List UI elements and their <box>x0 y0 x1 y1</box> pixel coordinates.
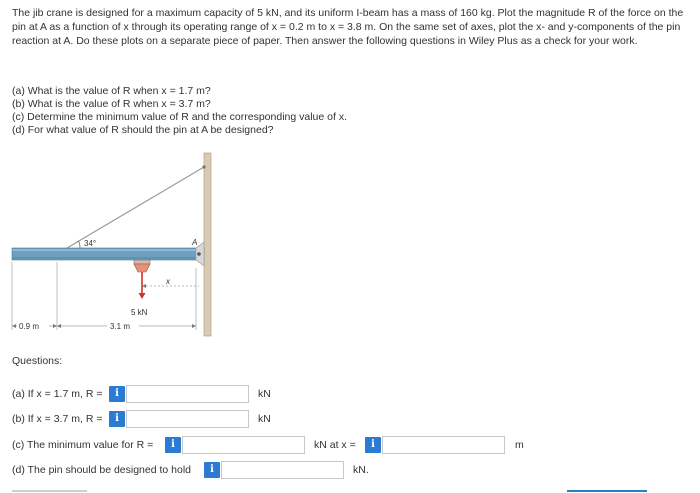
answer-c-unit: kN at x = <box>314 439 356 451</box>
bottom-right-rule <box>567 490 647 492</box>
answer-a-input[interactable] <box>126 385 249 403</box>
hook-block <box>134 264 150 272</box>
angle-label: 34° <box>84 239 97 248</box>
info-icon[interactable]: i <box>365 437 381 453</box>
trolley <box>134 260 150 264</box>
load-label: 5 kN <box>131 308 148 317</box>
wall-column <box>204 153 211 336</box>
question-b-label: (b) If x = 3.7 m, R = <box>12 413 103 425</box>
answer-c-r-input[interactable] <box>182 436 305 454</box>
part-d: (d) For what value of R should the pin at A be designed? <box>12 124 274 136</box>
question-d-label: (d) The pin should be designed to hold <box>12 464 192 476</box>
part-b: (b) What is the value of R when x = 3.7 m? <box>12 98 211 110</box>
answer-d-unit: kN. <box>353 464 369 476</box>
info-icon[interactable]: i <box>109 386 125 402</box>
dim-left-label: 0.9 m <box>19 322 40 331</box>
tie-pin <box>202 165 205 168</box>
bottom-left-rule <box>12 490 87 492</box>
answer-b-input[interactable] <box>126 410 249 428</box>
info-icon[interactable]: i <box>109 411 125 427</box>
answer-d-input[interactable] <box>221 461 344 479</box>
jib-crane-figure <box>0 148 230 343</box>
question-a-label: (a) If x = 1.7 m, R = <box>12 388 103 400</box>
part-a: (a) What is the value of R when x = 1.7 m? <box>12 85 211 97</box>
answer-a-unit: kN <box>258 388 271 400</box>
part-c: (c) Determine the minimum value of R and the corresponding value of x. <box>12 111 347 123</box>
answer-b-unit: kN <box>258 413 271 425</box>
answer-c-x-input[interactable] <box>382 436 505 454</box>
answer-c-x-unit: m <box>515 439 524 451</box>
problem-statement: The jib crane is designed for a maximum capacity of 5 kN, and its uniform I-beam has a mass of 160 kg. Plot the magnitude R of the force on the pin at A as a function of x through its operating range of x = 0.2 m to x = 3.8 m. On the same set of axes, plot the x- and y-components of the pin reaction at A. Do these plots on a separate piece of paper. Then answer the following questions in Wiley Plus as a check for your work. <box>12 7 684 47</box>
pin-a <box>197 252 201 256</box>
question-c-label: (c) The minimum value for R = <box>12 439 154 451</box>
info-icon[interactable]: i <box>165 437 181 453</box>
dim-right-label: 3.1 m <box>110 322 131 331</box>
point-a-label: A <box>192 238 198 247</box>
question-d <box>12 460 692 480</box>
x-label: x <box>166 277 170 286</box>
question-c <box>12 435 692 455</box>
questions-heading: Questions: <box>12 355 63 367</box>
question-a <box>12 384 692 404</box>
info-icon[interactable]: i <box>204 462 220 478</box>
question-b <box>12 409 692 429</box>
tie-rod <box>67 167 204 248</box>
